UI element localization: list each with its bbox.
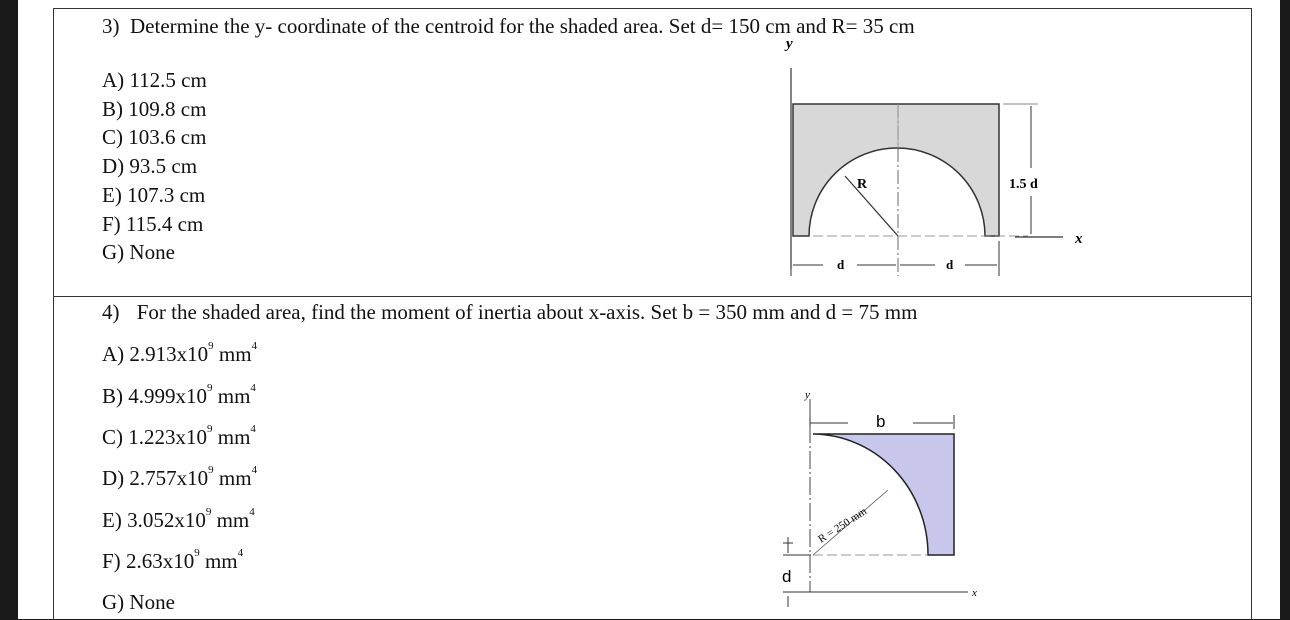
q3-radius-label: R xyxy=(857,177,868,192)
option-value: 107.3 cm xyxy=(127,182,206,207)
option-value: None xyxy=(129,590,175,614)
option-letter: G) xyxy=(102,240,125,265)
q4-option-f[interactable] xyxy=(102,549,243,574)
q4-option-c[interactable] xyxy=(102,425,256,450)
option-exponent: 9 xyxy=(194,547,200,559)
option-letter: F) xyxy=(102,211,121,236)
q3-x-axis-label: x xyxy=(1075,231,1083,247)
option-letter: C) xyxy=(102,125,123,150)
option-unit-exponent: 4 xyxy=(251,340,258,352)
option-value: 112.5 cm xyxy=(129,68,207,92)
option-mantissa: 4.999x10 xyxy=(128,384,207,408)
option-mantissa: 1.223x10 xyxy=(128,425,207,449)
option-unit: mm xyxy=(211,508,250,532)
option-unit: mm xyxy=(212,384,251,408)
option-letter: A) xyxy=(102,342,125,366)
option-unit: mm xyxy=(212,425,251,449)
q4-figure xyxy=(763,385,1003,617)
q3-option-g[interactable] xyxy=(102,238,207,267)
page xyxy=(18,0,1280,619)
option-letter: A) xyxy=(102,68,125,92)
option-exponent: 9 xyxy=(208,340,214,352)
option-exponent: 9 xyxy=(207,382,213,394)
q4-x-axis-label: x xyxy=(972,587,977,599)
option-mantissa: 2.757x10 xyxy=(129,466,209,490)
question-3-prompt: Determine the y- coordinate of the centroid for the shaded area. Set d= 150 cm and R= 35 cm xyxy=(130,14,915,38)
option-exponent: 9 xyxy=(207,423,213,435)
q3-dim-right-label: d xyxy=(946,257,954,272)
q4-option-a[interactable] xyxy=(102,342,257,367)
option-unit: mm xyxy=(199,549,238,573)
option-letter: F) xyxy=(102,549,121,573)
option-unit-exponent: 4 xyxy=(250,423,256,435)
q3-y-axis-label: y xyxy=(786,36,793,52)
q3-option-f[interactable] xyxy=(102,210,207,239)
question-4-text xyxy=(102,300,917,325)
q3-shaded-area xyxy=(793,104,999,236)
option-mantissa: 2.63x10 xyxy=(125,549,195,573)
option-mantissa: 3.052x10 xyxy=(127,508,206,532)
option-exponent: 9 xyxy=(208,464,214,476)
option-letter: D) xyxy=(102,466,125,490)
question-divider xyxy=(53,296,1251,297)
option-letter: D) xyxy=(102,154,125,179)
option-unit-exponent: 4 xyxy=(237,547,244,559)
option-letter: E) xyxy=(102,182,122,207)
question-3-options xyxy=(102,66,207,267)
q4-d-label: d xyxy=(782,567,792,586)
q3-option-b[interactable] xyxy=(102,95,207,124)
option-unit-exponent: 4 xyxy=(249,506,255,518)
option-value: None xyxy=(129,240,175,265)
q4-y-axis-label: y xyxy=(805,389,810,401)
q3-height-label: 1.5 d xyxy=(1009,177,1038,192)
question-4-prompt: For the shaded area, find the moment of inertia about x-axis. Set b = 350 mm and d = 75 mm xyxy=(136,300,918,324)
option-unit-exponent: 4 xyxy=(250,382,256,394)
q3-dim-left-label: d xyxy=(837,257,845,272)
option-letter: G) xyxy=(102,590,125,614)
option-letter: B) xyxy=(102,96,123,121)
q3-figure xyxy=(753,36,1093,281)
q4-option-b[interactable] xyxy=(102,384,256,409)
q4-option-e[interactable] xyxy=(102,508,255,533)
q4-option-g[interactable] xyxy=(102,590,175,615)
q4-radius-label: R = 250 mm xyxy=(816,505,870,546)
option-value: 115.4 cm xyxy=(125,211,204,236)
q4-option-d[interactable] xyxy=(102,466,257,491)
q3-radius-line xyxy=(845,176,898,236)
option-value: 93.5 cm xyxy=(129,154,198,179)
option-unit-exponent: 4 xyxy=(251,464,258,476)
option-letter: B) xyxy=(102,384,123,408)
option-unit: mm xyxy=(213,466,252,490)
q3-option-e[interactable] xyxy=(102,181,207,210)
option-letter: E) xyxy=(102,508,122,532)
q3-option-d[interactable] xyxy=(102,152,207,181)
option-value: 103.6 cm xyxy=(128,125,207,150)
q3-option-c[interactable] xyxy=(102,123,207,152)
question-3-number: 3) xyxy=(102,14,120,38)
option-mantissa: 2.913x10 xyxy=(129,342,209,366)
q3-option-a[interactable] xyxy=(102,66,207,95)
option-value: 109.8 cm xyxy=(128,96,207,121)
q4-b-label: b xyxy=(876,412,886,431)
option-letter: C) xyxy=(102,425,123,449)
option-unit: mm xyxy=(213,342,252,366)
question-4-number: 4) xyxy=(102,300,120,324)
option-exponent: 9 xyxy=(205,506,212,518)
